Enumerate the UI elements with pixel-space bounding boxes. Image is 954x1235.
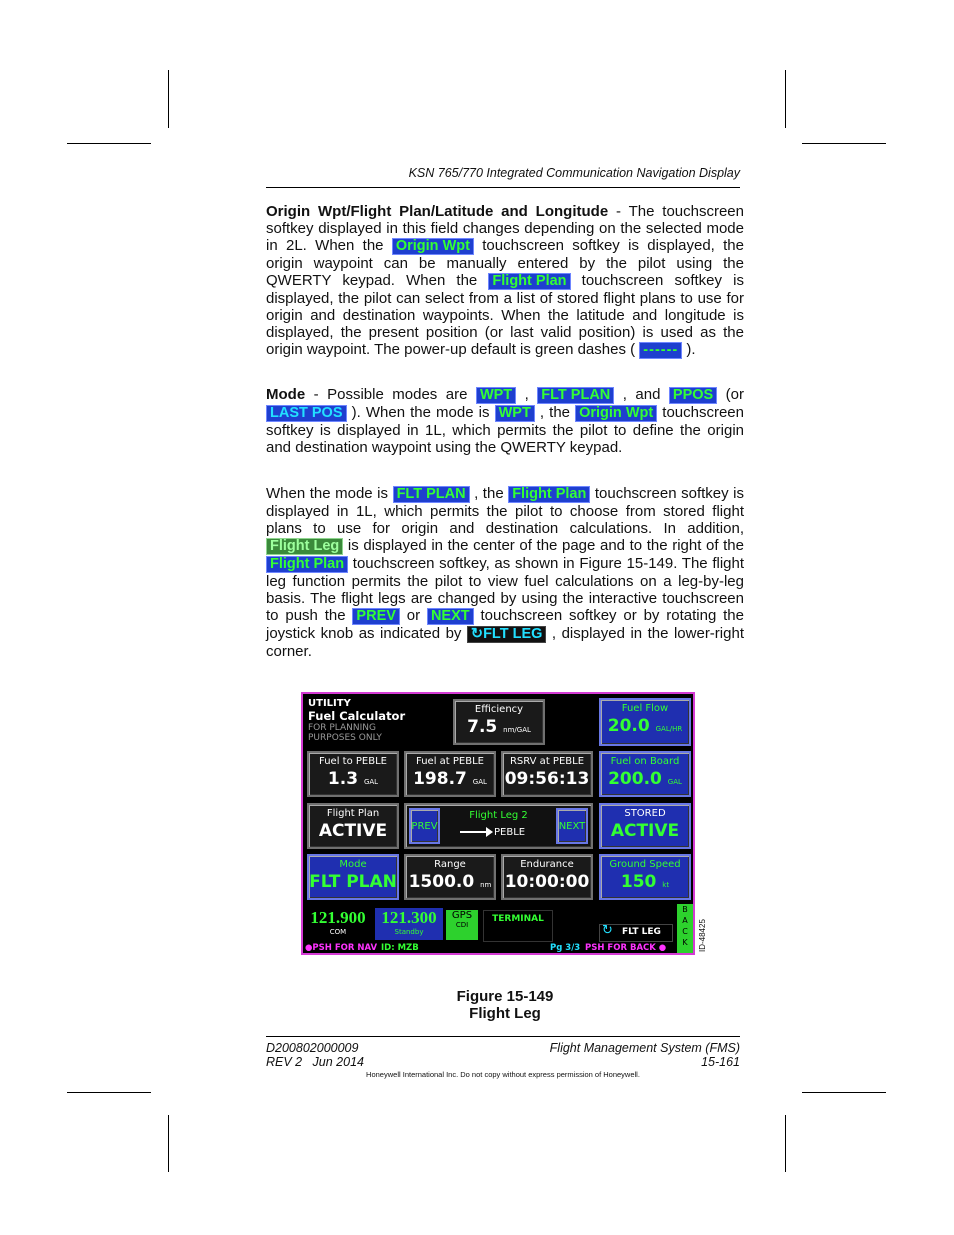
- stored-label: STORED: [624, 808, 666, 819]
- flight-leg-label: Flight Leg 2: [469, 810, 528, 821]
- crop-mark: [785, 1115, 786, 1172]
- flt-plan-softkey: FLT PLAN: [393, 486, 470, 503]
- paragraph-text: When the mode is: [266, 485, 393, 502]
- ground-speed-value: 150: [620, 872, 657, 892]
- flight-plan-softkey: Flight Plan: [488, 273, 570, 290]
- fuel-at-field: [404, 751, 496, 797]
- flt-leg-knob-key[interactable]: [599, 924, 673, 942]
- crop-mark: [168, 70, 169, 128]
- flight-leg-destination: PEBLE: [494, 827, 526, 838]
- paragraph-text: , the: [534, 404, 576, 421]
- terminal-indicator: [483, 910, 553, 942]
- paragraph-heading: Mode: [266, 386, 306, 403]
- paragraph-text: ,: [516, 386, 538, 403]
- status-line: [303, 943, 675, 955]
- paragraph-mode: [266, 386, 744, 456]
- page-number: 15-161: [701, 1055, 740, 1069]
- flight-leg-panel: [404, 803, 593, 849]
- fuel-on-board-unit: GAL: [667, 778, 682, 786]
- fuel-at-value: 198.7: [413, 769, 467, 789]
- flight-plan-softkey: Flight Plan: [266, 556, 348, 573]
- fuel-flow-unit: GAL/HR: [655, 725, 683, 733]
- wpt-softkey: WPT: [476, 387, 516, 404]
- standby-frequency[interactable]: [375, 908, 443, 940]
- stored-button[interactable]: [599, 803, 691, 849]
- endurance-label: Endurance: [520, 859, 574, 870]
- flight-leg-arrowhead-icon: [486, 827, 493, 837]
- dashes-softkey: ------: [639, 342, 682, 359]
- next-softkey: NEXT: [427, 608, 474, 625]
- header-rule: [266, 187, 740, 188]
- paragraph-text: (or: [717, 386, 745, 403]
- ground-speed-button[interactable]: [599, 854, 691, 900]
- efficiency-value: 7.5: [467, 717, 498, 737]
- stored-value: ACTIVE: [610, 821, 680, 841]
- paragraph-text: touchscreen softkey is displayed in 1L, which permits the pilot to define the origin and destination waypoint using the QWERTY keypad.: [266, 404, 744, 456]
- standby-value: 121.300: [381, 908, 437, 927]
- paragraph-text: ).: [682, 341, 696, 358]
- fuel-flow-label: Fuel Flow: [621, 703, 669, 714]
- crop-mark: [802, 143, 886, 144]
- fuel-on-board-button[interactable]: [599, 751, 691, 797]
- copyright-notice: Honeywell International Inc. Do not copy without express permission of Honeywell.: [366, 1070, 640, 1079]
- range-field: [404, 854, 496, 900]
- gps-cdi-button[interactable]: [446, 910, 478, 940]
- fuel-on-board-value-line: [601, 769, 689, 789]
- rsrv-at-value: 09:56:13: [504, 769, 590, 789]
- flt-leg-knob-indicator: ↻FLT LEG: [467, 626, 546, 643]
- efficiency-unit: nm/GAL: [503, 726, 531, 734]
- next-label: NEXT: [558, 821, 586, 832]
- back-letter: C: [682, 927, 688, 936]
- flt-plan-softkey: FLT PLAN: [537, 387, 614, 404]
- figure-number: Figure 15-149: [456, 988, 554, 1005]
- cdi-label: CDI: [455, 921, 469, 929]
- range-label: Range: [434, 859, 466, 870]
- prev-label: PREV: [411, 821, 438, 832]
- fuel-at-unit: GAL: [472, 778, 487, 786]
- flight-plan-button[interactable]: [307, 803, 399, 849]
- running-header: KSN 765/770 Integrated Communication Navigation Display: [408, 166, 740, 180]
- endurance-field: [501, 854, 593, 900]
- origin-wpt-softkey: Origin Wpt: [392, 238, 474, 255]
- fuel-flow-value-line: [601, 716, 689, 736]
- back-letter: A: [682, 916, 688, 925]
- crop-mark: [67, 143, 151, 144]
- paragraph-text: touchscreen softkey, as shown in Figure 15-149. The flight leg function permits the pilot to view fuel calculations on a leg-by-leg basis. The flight legs are changed by using the interactive touchscreen to push the: [266, 555, 744, 624]
- flight-plan-softkey: Flight Plan: [508, 486, 590, 503]
- paragraph-text: touchscreen softkey or by rotating the joystick knob as indicated by: [266, 607, 744, 642]
- footer-rule: [266, 1036, 740, 1037]
- range-value-line: [406, 872, 494, 892]
- planning-note: PURPOSES ONLY: [308, 733, 382, 743]
- fuel-flow-button[interactable]: [599, 698, 691, 746]
- psh-for-back: PSH FOR BACK ●: [585, 943, 667, 953]
- ground-speed-value-line: [601, 872, 689, 892]
- crop-mark: [785, 70, 786, 128]
- paragraph-text: touchscreen softkey is displayed in 1L, which permits the pilot to choose from stored flight plans to use for origin and destination calculations. In addition,: [266, 485, 744, 537]
- fuel-to-field: [307, 751, 399, 797]
- mode-value: FLT PLAN: [309, 872, 397, 892]
- fuel-calculator-screen: [301, 692, 695, 955]
- paragraph-text: , displayed in the lower-right corner.: [266, 625, 744, 660]
- com-frequency[interactable]: [305, 908, 371, 936]
- fuel-at-value-line: [406, 769, 494, 789]
- standby-label: Standby: [394, 928, 424, 936]
- crop-mark: [168, 1115, 169, 1172]
- fuel-to-value-line: [309, 769, 397, 789]
- paragraph-heading: Origin Wpt/Flight Plan/Latitude and Longitude: [266, 203, 609, 220]
- paragraph-text: or: [399, 607, 427, 624]
- paragraph-text: - Possible modes are: [305, 386, 476, 403]
- range-unit: nm: [480, 881, 492, 889]
- mode-button[interactable]: [307, 854, 399, 900]
- terminal-label: TERMINAL: [492, 914, 544, 924]
- revision: REV 2 Jun 2014: [266, 1055, 364, 1069]
- fuel-on-board-value: 200.0: [608, 769, 662, 789]
- utility-label: UTILITY: [308, 698, 351, 709]
- flight-plan-label: Flight Plan: [326, 808, 380, 819]
- rotate-knob-icon: ↻: [602, 923, 613, 938]
- prev-button[interactable]: [409, 808, 440, 844]
- figure-id-label: ID-48425: [698, 919, 707, 952]
- com-value: 121.900: [310, 908, 366, 927]
- paragraph-text: , and: [614, 386, 669, 403]
- fuel-to-label: Fuel to PEBLE: [319, 756, 387, 767]
- back-button[interactable]: [677, 904, 693, 954]
- doc-number: D200802000009: [266, 1041, 359, 1055]
- rsrv-at-label: RSRV at PEBLE: [509, 756, 585, 767]
- gps-label: GPS: [451, 910, 473, 921]
- paragraph-text: touchscreen softkey is displayed, the origin waypoint can be manually entered by the pilot using the QWERTY keypad. When the: [266, 237, 744, 289]
- title-block: [308, 698, 405, 743]
- fuel-to-unit: GAL: [363, 778, 379, 786]
- last-pos-softkey: LAST POS: [266, 405, 347, 422]
- paragraph-text: touchscreen softkey is displayed, the pilot can select from a list of stored flight plans to use for origin and destination waypoints. When the latitude and longitude is displayed, the present position (or last valid position) is used as the origin waypoint. The power-up default is green dashes (: [266, 272, 744, 358]
- fuel-on-board-label: Fuel on Board: [610, 756, 680, 767]
- crop-mark: [802, 1092, 886, 1093]
- efficiency-label: Efficiency: [474, 704, 524, 715]
- range-value: 1500.0: [408, 872, 475, 892]
- paragraph-text: ). When the mode is: [346, 404, 495, 421]
- flight-plan-value: ACTIVE: [318, 821, 388, 841]
- page-title: Fuel Calculator: [308, 709, 406, 723]
- back-letter: B: [682, 905, 688, 914]
- wpt-softkey: WPT: [495, 405, 535, 422]
- mode-label: Mode: [339, 859, 367, 870]
- psh-for-nav: ●PSH FOR NAV: [305, 943, 378, 953]
- paragraph-flt-plan: [266, 485, 744, 660]
- back-letter: K: [682, 938, 688, 947]
- paragraph-text: is displayed in the center of the page and to the right of the: [343, 537, 744, 554]
- flight-leg-arrow-icon: [460, 831, 488, 833]
- paragraph-text: - The touchscreen softkey displayed in this field changes depending on the selected mode in 2L. When the: [266, 203, 744, 254]
- efficiency-field: [453, 699, 545, 745]
- section-title: Flight Management System (FMS): [549, 1041, 740, 1055]
- prev-softkey: PREV: [352, 608, 400, 625]
- paragraph-text: , the: [469, 485, 509, 502]
- page-indicator: Pg 3/3: [550, 943, 581, 953]
- origin-wpt-softkey: Origin Wpt: [575, 405, 657, 422]
- crop-mark: [67, 1092, 151, 1093]
- rsrv-at-field: [501, 751, 593, 797]
- ground-speed-label: Ground Speed: [609, 859, 681, 870]
- fuel-flow-value: 20.0: [607, 716, 650, 736]
- flight-leg-softkey: Flight Leg: [266, 538, 343, 555]
- ident-label: ID: MZB: [381, 943, 419, 953]
- com-label: COM: [329, 928, 347, 936]
- ground-speed-unit: kt: [662, 881, 670, 889]
- figure-title: Flight Leg: [469, 1005, 541, 1022]
- planning-note: FOR PLANNING: [308, 723, 377, 733]
- fuel-to-value: 1.3: [327, 769, 359, 789]
- ppos-softkey: PPOS: [669, 387, 717, 404]
- next-button[interactable]: [556, 808, 588, 844]
- flt-leg-key-label: FLT LEG: [622, 927, 661, 937]
- paragraph-origin-wpt: [266, 203, 744, 359]
- efficiency-value-line: [455, 717, 543, 737]
- endurance-value: 10:00:00: [504, 872, 590, 892]
- fuel-at-label: Fuel at PEBLE: [416, 756, 484, 767]
